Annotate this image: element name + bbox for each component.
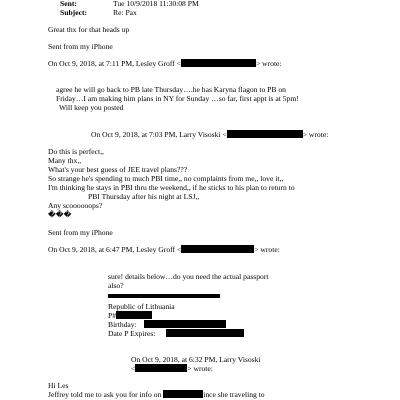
signature-line: Sent from my iPhone (48, 228, 113, 237)
quote-body-line (108, 320, 137, 329)
quote-body-line: also? (108, 281, 124, 290)
reply-text: Great thx for that heads up (48, 25, 130, 34)
quote-body-line (48, 390, 265, 399)
redacted-value (166, 329, 244, 337)
quote-body-line: Republic of Lithuania (108, 302, 175, 311)
quote-header-cont (131, 364, 213, 373)
quote-header (91, 130, 328, 139)
sent-label: Sent: (60, 0, 77, 8)
subject-label: Subject: (60, 8, 87, 17)
quote-body-line: Will keep you posted (59, 103, 124, 112)
quote-header-text: On Oct 9, 2018, at 7:11 PM, Lesley Groff < (48, 59, 181, 68)
quote-body-line: sure! details below…do you need the actual passport (108, 272, 269, 281)
quote-body-line (108, 329, 155, 338)
quote-header (48, 245, 280, 254)
redacted-name (163, 390, 203, 398)
redacted-email (181, 59, 256, 67)
field-label: P# (108, 311, 117, 320)
signature-line: Sent from my iPhone (48, 42, 113, 51)
subject-value: Re: Pax (113, 8, 137, 17)
field-label: Date P Expires: (108, 329, 156, 338)
quote-body-line: Hi Les (48, 381, 69, 390)
quote-body-line: ��� (48, 210, 72, 219)
quote-body-line: PBI Thursday after his night at LSJ,, (88, 192, 200, 201)
body-text: Jeffrey told me to ask you for info on (48, 390, 162, 399)
quote-header-text: On Oct 9, 2018, at 7:03 PM, Larry Visoski < (91, 130, 227, 139)
quote-header (48, 59, 282, 68)
redacted-email (227, 130, 303, 138)
quote-header-text: < (131, 364, 136, 373)
quote-header-suffix: > wrote: (187, 364, 213, 373)
redacted-block (108, 294, 220, 298)
quote-body-line: agree he will go back to PB late Thursday….he has Karyna flagon to PB on (56, 85, 286, 94)
quote-body-line (108, 311, 152, 320)
field-label: Birthday: (108, 320, 137, 329)
quote-body-line: Many thx,, (48, 156, 82, 165)
redacted-email (135, 364, 187, 372)
quote-body-line: So strange he's spending to much PBI time,, no complaints from me,, love it,, (48, 174, 284, 183)
body-text: ince she traveling to (203, 390, 265, 399)
quote-header: On Oct 9, 2018, at 6:32 PM, Larry Visoski (131, 355, 261, 364)
quote-body-line: What's your best guess of JEE travel plans??? (48, 165, 188, 174)
quote-body-line: Do this is perfect,, (48, 147, 104, 156)
redacted-value (116, 311, 152, 319)
redacted-email (181, 245, 254, 253)
quote-header-suffix: > wrote: (254, 245, 280, 254)
quote-header-suffix: > wrote: (255, 59, 282, 68)
quote-body-line: I'm thinking he stays in PBI thru the weekend,, if he sticks to his plan to return to (48, 183, 295, 192)
sent-value: Tue 10/9/2018 11:30:08 PM (113, 0, 199, 8)
quote-header-text: On Oct 9, 2018, at 6:47 PM, Lesley Groff < (48, 245, 182, 254)
redacted-value (144, 320, 226, 328)
quote-body-line: Any scoooooops? (48, 201, 103, 210)
quote-body-line: Friday…I am making him plans in NY for Sunday …so far, first appt is at 5pm! (56, 94, 299, 103)
quote-header-suffix: > wrote: (302, 130, 329, 139)
